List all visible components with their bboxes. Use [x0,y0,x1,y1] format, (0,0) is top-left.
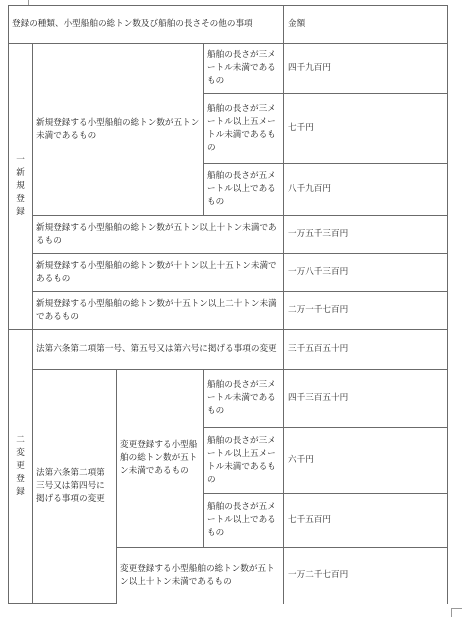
table-row [9,370,448,428]
page-corner-mark [451,608,462,617]
condition-cell: 船舶の長さが五メートル以上であるもの [204,494,284,548]
section-label-text: 二変更登録 [16,435,25,497]
table-header-row [9,6,448,44]
table-row [9,292,448,330]
table-row [9,254,448,292]
section-label-text: 一新規登録 [16,155,25,217]
section-new-registration-label [9,44,33,330]
amount-cell: 四千三百五十円 [284,370,448,428]
tonnage-label-cell: 変更登録する小型船舶の総トン数が五トン以上十トン未満であるもの [117,548,284,604]
amount-cell: 七千五百円 [284,494,448,548]
condition-cell: 船舶の長さが三メートル以上五メートル未満であるもの [204,94,284,164]
condition-cell: 船舶の長さが三メートル未満であるもの [204,44,284,94]
amount-cell: 一万五千三百円 [284,216,448,254]
fee-table [8,5,448,604]
change-item-label-cell: 法第六条第二項第一号、第五号又は第六号に掲げる事項の変更 [33,330,284,370]
condition-cell: 船舶の長さが三メートル未満であるもの [204,370,284,428]
table-row [9,330,448,370]
subgroup-under-5t-label: 変更登録する小型船舶の総トン数が五トン未満であるもの [117,370,204,548]
header-amount-cell: 金額 [284,6,448,44]
table-row [9,216,448,254]
amount-cell: 二万一千七百円 [284,292,448,330]
amount-cell: 一万二千七百円 [284,548,448,604]
amount-cell: 八千九百円 [284,164,448,216]
group-under-5t-label: 新規登録する小型船舶の総トン数が五トン未満であるもの [33,44,204,216]
tonnage-label-cell: 新規登録する小型船舶の総トン数が十トン以上十五トン未満であるもの [33,254,284,292]
group-change-3-4-label: 法第六条第二項第三号又は第四号に掲げる事項の変更 [33,370,117,604]
tonnage-label-cell: 新規登録する小型船舶の総トン数が十五トン以上二十トン未満であるもの [33,292,284,330]
amount-cell: 一万八千三百円 [284,254,448,292]
amount-cell: 三千五百五十円 [284,330,448,370]
condition-cell: 船舶の長さが五メートル以上であるもの [204,164,284,216]
amount-cell: 四千九百円 [284,44,448,94]
section-change-registration-label [9,330,33,604]
header-item-cell: 登録の種類、小型船舶の総トン数及び船舶の長さその他の事項 [9,6,284,44]
condition-cell: 船舶の長さが三メートル以上五メートル未満であるもの [204,428,284,494]
tonnage-label-cell: 新規登録する小型船舶の総トン数が五トン以上十トン未満であるもの [33,216,284,254]
table-row [9,44,448,94]
amount-cell: 六千円 [284,428,448,494]
amount-cell: 七千円 [284,94,448,164]
